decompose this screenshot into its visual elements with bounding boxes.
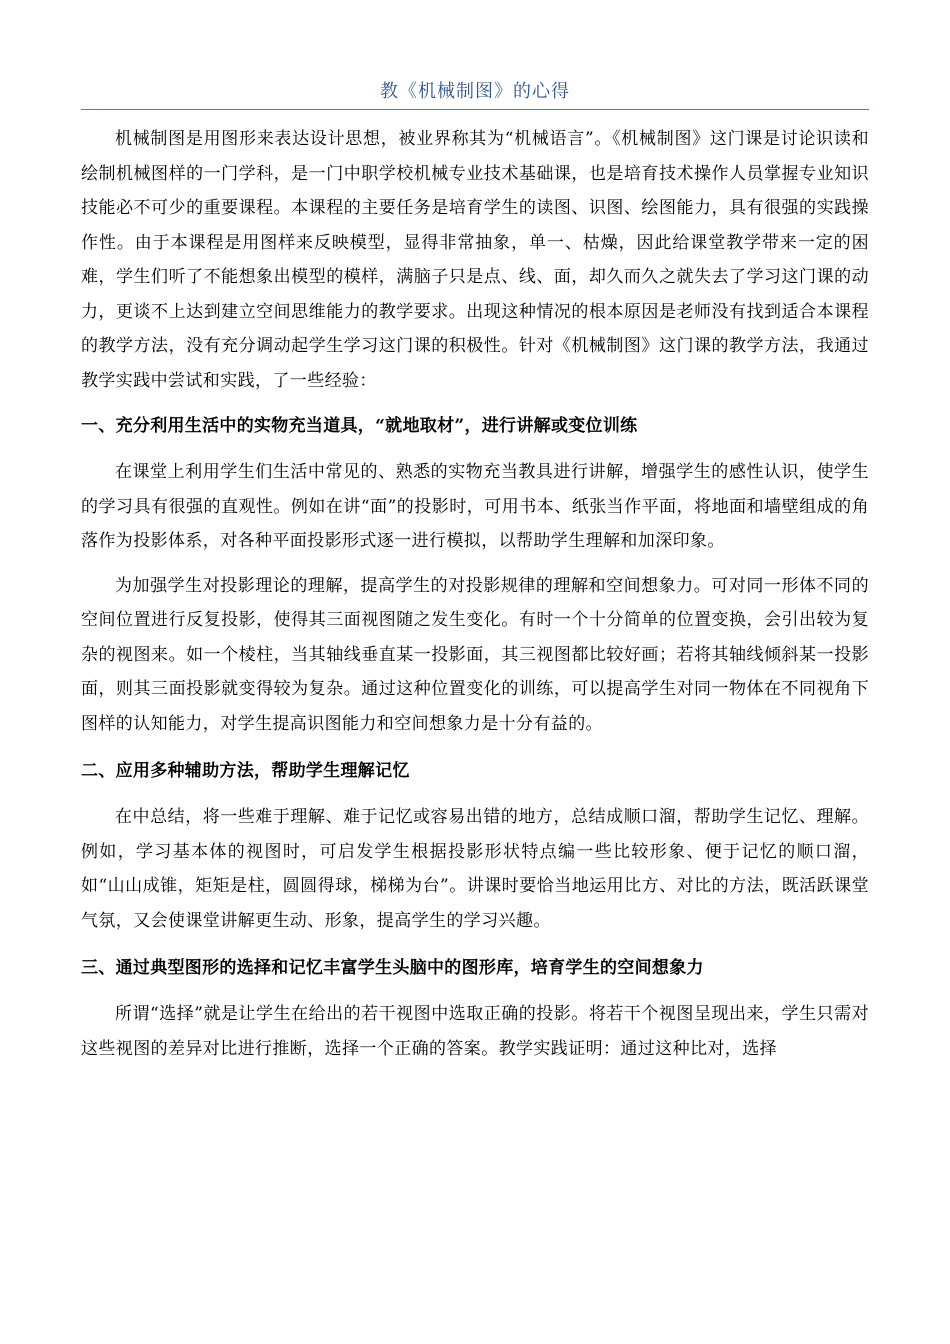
section-1-paragraph-1: 在课堂上利用学生们生活中常见的、熟悉的实物充当教具进行讲解，增强学生的感性认识，使学生的学习具有很强的直观性。例如在讲“面”的投影时，可用书本、纸张当作平面，将地面和墙壁组成的角落作为投影体系，对各种平面投影形式逐一进行模拟，以帮助学生理解和加深印象。 xyxy=(81,462,869,551)
document-page xyxy=(81,78,869,1066)
section-3-paragraph-1: 所谓“选择”就是让学生在给出的若干视图中选取正确的投影。将若干个视图呈现出来，学生只需对这些视图的差异对比进行推断，选择一个正确的答案。教学实践证明：通过这种比对，选择 xyxy=(81,1004,869,1059)
intro-paragraph: 机械制图是用图形来表达设计思想，被业界称其为“机械语言”。《机械制图》这门课是讨论识读和绘制机械图样的一门学科，是一门中职学校机械专业技术基础课，也是培育技术操作人员掌握专业知识技能必不可少的重要课程。本课程的主要任务是培育学生的读图、识图、绘图能力，具有很强的实践操作性。由于本课程是用图样来反映模型，显得非常抽象，单一、枯燥，因此给课堂教学带来一定的困难，学生们听了不能想象出模型的模样，满脑子只是点、线、面，却久而久之就失去了学习这门课的动力，更谈不上达到建立空间思维能力的教学要求。出现这种情况的根本原因是老师没有找到适合本课程的教学方法，没有充分调动起学生学习这门课的积极性。针对《机械制图》这门课的教学方法，我通过教学实践中尝试和实践，了一些经验： xyxy=(81,129,869,391)
section-3-heading: 三、通过典型图形的选择和记忆丰富学生头脑中的图形库，培育学生的空间想象力 xyxy=(81,958,704,978)
section-2-heading: 二、应用多种辅助方法，帮助学生理解记忆 xyxy=(81,761,410,781)
section-2-paragraph-1: 在中总结，将一些难于理解、难于记忆或容易出错的地方，总结成顺口溜，帮助学生记忆、理解。例如，学习基本体的视图时，可启发学生根据投影形状特点编一些比较形象、便于记忆的顺口溜，如“山山成锥，矩矩是柱，圆圆得球，梯梯为台”。讲课时要恰当地运用比方、对比的方法，既活跃课堂气氛，又会使课堂讲解更生动、形象，提高学生的学习兴趣。 xyxy=(81,807,869,931)
section-1-paragraph-2: 为加强学生对投影理论的理解，提高学生的对投影规律的理解和空间想象力。可对同一形体不同的空间位置进行反复投影，使得其三面视图随之发生变化。有时一个十分简单的位置变换，会引出较为复杂的视图来。如一个棱柱，当其轴线垂直某一投影面，其三视图都比较好画；若将其轴线倾斜某一投影面，则其三面投影就变得较为复杂。通过这种位置变化的训练，可以提高学生对同一物体在不同视角下图样的认知能力，对学生提高识图能力和空间想象力是十分有益的。 xyxy=(81,575,869,734)
document-title: 教《机械制图》的心得 xyxy=(81,78,869,110)
section-1-heading: 一、充分利用生活中的实物充当道具，“就地取材”，进行讲解或变位训练 xyxy=(81,416,638,436)
